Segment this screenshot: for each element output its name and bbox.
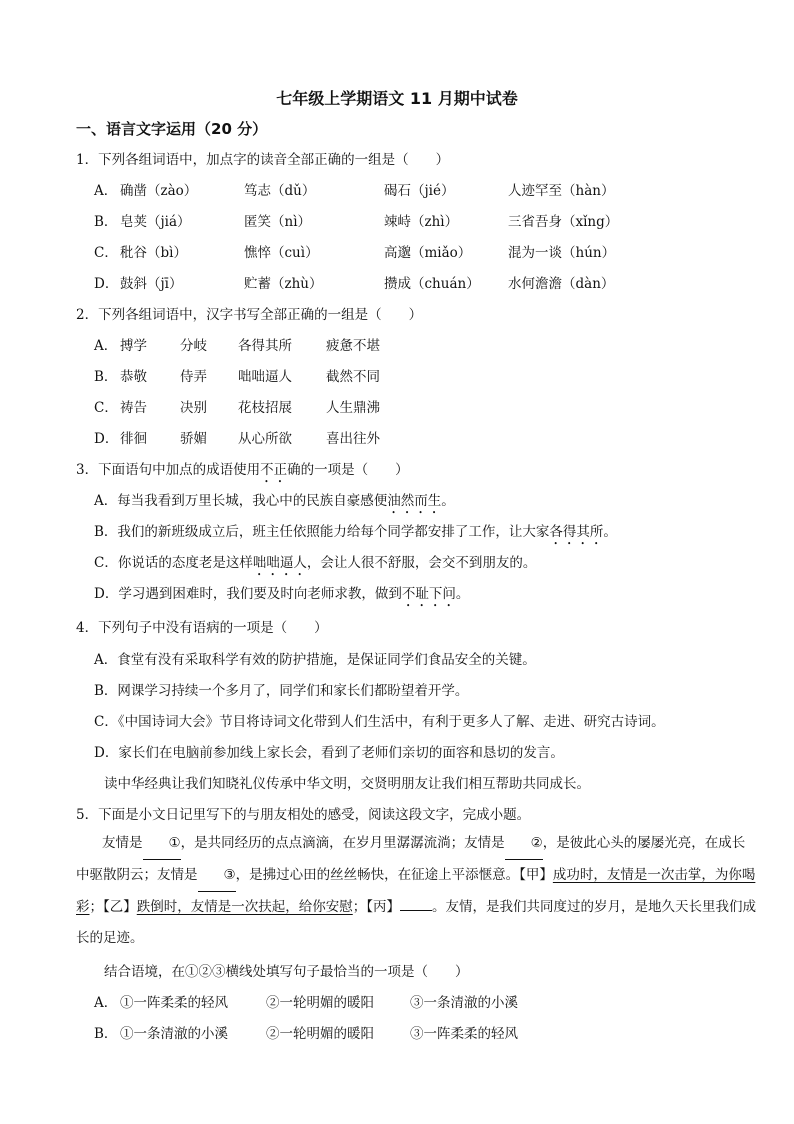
q1-d-item: 贮蓄（zhù） bbox=[244, 276, 323, 292]
q1-b-item: 三省吾身（xǐng） bbox=[508, 214, 619, 230]
q5-b-item: ③一阵柔柔的轻风 bbox=[410, 1026, 518, 1042]
blank-3: ③ bbox=[198, 860, 236, 892]
q3-b-idiom: 各得其所 bbox=[549, 524, 604, 540]
q3-stem-start: 3．下面语句中加点的成语使用 bbox=[76, 462, 261, 478]
q2-a-item: 各得其所 bbox=[238, 338, 292, 354]
q2-b-item: 恭敬 bbox=[120, 369, 147, 385]
q4-option-b: B．网课学习持续一个多月了，同学们和家长们都盼望着开学。 bbox=[94, 683, 469, 699]
passage-yi-underlined: 跌倒时，友情是一次扶起，给你安慰 bbox=[136, 899, 353, 915]
q5-passage bbox=[76, 828, 756, 954]
question-3-stem bbox=[76, 458, 409, 486]
question-1-stem: 1．下列各组词语中，加点字的读音全部正确的一组是（ ） bbox=[76, 152, 450, 168]
q4-option-a: A．食堂有没有采取科学有效的防护措施，是保证同学们食品安全的关键。 bbox=[94, 652, 536, 668]
q3-c-end: ，会让人很不舒服，会交不到朋友的。 bbox=[306, 555, 537, 571]
q3-a-end: 。 bbox=[441, 493, 455, 509]
q5-passage-text: ，是拂过心田的丝丝畅快，在征途上平添惬意。【甲】 bbox=[235, 867, 553, 883]
question-5-stem: 5．下面是小文日记里写下的与朋友相处的感受，阅读这段文字，完成小题。 bbox=[76, 807, 531, 823]
q2-a-item: 疲惫不堪 bbox=[326, 338, 380, 354]
q1-option-label: D． bbox=[94, 276, 119, 292]
blank-bing bbox=[400, 898, 432, 911]
q1-b-item: 皂荚（jiá） bbox=[120, 214, 191, 230]
q3-stem-emphasis: 不正 bbox=[260, 462, 288, 478]
q5-b-item: ②一轮明媚的暖阳 bbox=[266, 1026, 374, 1042]
blank-2: ② bbox=[505, 828, 543, 860]
q5-option-label: B． bbox=[94, 1026, 118, 1042]
q2-b-item: 截然不同 bbox=[326, 369, 380, 385]
q5-passage-text: ，是共同经历的点点滴滴，在岁月里潺潺流淌；友情是 bbox=[180, 835, 505, 851]
q2-b-item: 咄咄逼人 bbox=[238, 369, 292, 385]
q2-option-label: C． bbox=[94, 400, 118, 416]
q4-option-d: D．家长们在电脑前参加线上家长会，看到了老师们亲切的面容和恳切的发言。 bbox=[94, 745, 564, 761]
q1-c-item: 秕谷（bì） bbox=[120, 245, 187, 261]
q2-d-item: 骄媚 bbox=[180, 431, 207, 447]
q3-b-end: 。 bbox=[603, 524, 617, 540]
q1-d-item: 水何澹澹（dàn） bbox=[508, 276, 615, 292]
section-heading: 一、语言文字运用（20 分） bbox=[76, 120, 268, 138]
question-4-stem: 4．下列句子中没有语病的一项是（ ） bbox=[76, 620, 328, 636]
q5-a-item: ③一条清澈的小溪 bbox=[410, 995, 518, 1011]
q1-b-item: 竦峙（zhì） bbox=[384, 214, 459, 230]
q5-a-item: ②一轮明媚的暖阳 bbox=[266, 995, 374, 1011]
q4-option-c: C．《中国诗词大会》节目将诗词文化带到人们生活中，有利于更多人了解、走进、研究古诗词。 bbox=[94, 714, 665, 730]
q3-option-b bbox=[94, 520, 617, 548]
q1-d-item: 攒成（chuán） bbox=[384, 276, 480, 292]
q3-c-text: C．你说话的态度老是这样 bbox=[94, 555, 253, 571]
q3-c-idiom: 咄咄逼人 bbox=[252, 555, 307, 571]
q3-b-text: B．我们的新班级成立后，班主任依照能力给每个同学都安排了工作，让大家 bbox=[94, 524, 550, 540]
q5-passage-text: ；【丙】 bbox=[352, 899, 400, 915]
q2-option-label: B． bbox=[94, 369, 118, 385]
q2-d-item: 徘徊 bbox=[120, 431, 147, 447]
q1-option-label: B． bbox=[94, 214, 118, 230]
q2-d-item: 从心所欲 bbox=[238, 431, 292, 447]
q5-passage-text: ，是彼此心头的屡屡光亮，在成长中驱散阴云；友情是 bbox=[76, 835, 746, 883]
q3-stem-end: 确的一项是（ ） bbox=[287, 462, 409, 478]
question-2-stem: 2．下列各组词语中，汉字书写全部正确的一组是（ ） bbox=[76, 307, 423, 323]
q5-passage-text: 。友情，是我们共同度过的岁月，是地久天长里我们成长的足迹。 bbox=[76, 899, 756, 946]
q2-b-item: 侍弄 bbox=[180, 369, 207, 385]
q3-d-text: D．学习遇到困难时，我们要及时向老师求教，做到 bbox=[94, 586, 402, 602]
q2-c-item: 人生鼎沸 bbox=[326, 400, 380, 416]
q3-a-text: A．每当我看到万里长城，我心中的民族自豪感便 bbox=[94, 493, 388, 509]
passage-jia-underlined: 成功时，友情是一次击掌，为你喝彩 bbox=[76, 867, 756, 915]
q2-a-item: 分岐 bbox=[180, 338, 207, 354]
q1-a-item: 确凿（zào） bbox=[120, 183, 198, 199]
q3-option-a bbox=[94, 489, 455, 517]
q3-d-end: 。 bbox=[455, 586, 470, 602]
q2-c-item: 花枝招展 bbox=[238, 400, 292, 416]
q1-b-item: 匿笑（nì） bbox=[244, 214, 312, 230]
page-title: 七年级上学期语文 11 月期中试卷 bbox=[276, 89, 518, 108]
q4-extra-sentence: 读中华经典让我们知晓礼仪传承中华文明，交贤明朋友让我们相互帮助共同成长。 bbox=[104, 776, 590, 792]
q3-option-d bbox=[94, 582, 469, 610]
q5-passage-text: ；【乙】 bbox=[89, 899, 137, 915]
q5-sub-question: 结合语境，在①②③横线处填写句子最恰当的一项是（ ） bbox=[104, 964, 469, 980]
q1-a-item: 碣石（jié） bbox=[384, 183, 455, 199]
q3-option-c bbox=[94, 551, 536, 579]
q1-c-item: 混为一谈（hún） bbox=[508, 245, 616, 261]
q3-a-idiom: 油然而生 bbox=[387, 493, 442, 509]
q2-c-item: 决别 bbox=[180, 400, 207, 416]
q1-a-item: 人迹罕至（hàn） bbox=[508, 183, 615, 199]
q1-option-label: A． bbox=[94, 183, 118, 199]
q1-c-item: 憔悴（cuì） bbox=[244, 245, 319, 261]
q5-option-label: A． bbox=[94, 995, 118, 1011]
q5-a-item: ①一阵柔柔的轻风 bbox=[120, 995, 228, 1011]
q3-d-idiom: 不耻下问 bbox=[401, 586, 456, 602]
q5-b-item: ①一条清澈的小溪 bbox=[120, 1026, 228, 1042]
q2-option-label: A． bbox=[94, 338, 118, 354]
blank-1: ① bbox=[143, 828, 181, 860]
q2-a-item: 搏学 bbox=[120, 338, 147, 354]
q2-d-item: 喜出往外 bbox=[326, 431, 380, 447]
q1-c-item: 高邈（miǎo） bbox=[384, 245, 472, 261]
q5-passage-text: 友情是 bbox=[102, 835, 143, 851]
q2-option-label: D． bbox=[94, 431, 119, 447]
q1-option-label: C． bbox=[94, 245, 118, 261]
q1-a-item: 笃志（dǔ） bbox=[244, 183, 316, 199]
q2-c-item: 祷告 bbox=[120, 400, 147, 416]
q1-d-item: 鼓斜（jī） bbox=[120, 276, 183, 292]
